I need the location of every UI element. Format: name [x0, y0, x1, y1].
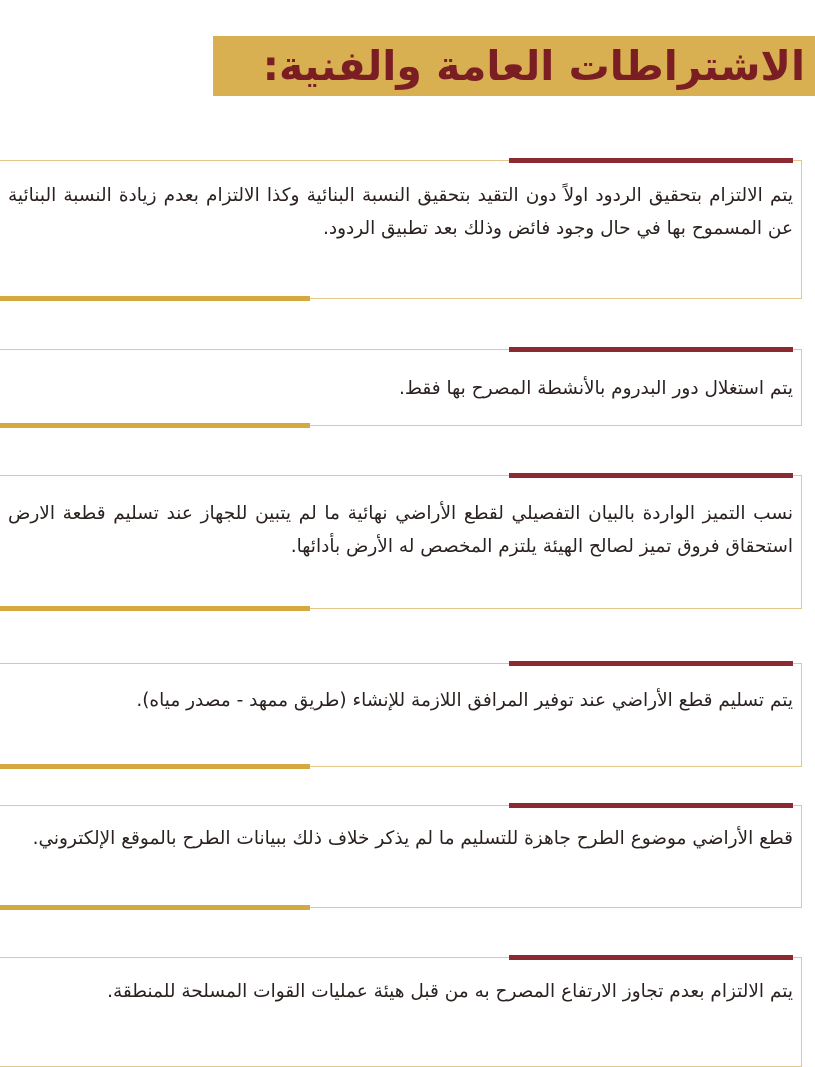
condition-text: قطع الأراضي موضوع الطرح جاهزة للتسليم ما لم يذكر خلاف ذلك ببيانات الطرح بالموقع الإلكتروني. — [32, 828, 793, 849]
card-top-accent — [509, 661, 793, 666]
condition-text: يتم الالتزام بعدم تجاوز الارتفاع المصرح به من قبل هيئة عمليات القوات المسلحة للمنطقة. — [107, 981, 793, 1002]
card-top-accent — [509, 955, 793, 960]
section-title: الاشتراطات العامة والفنية: — [262, 41, 805, 90]
section-title-banner — [213, 36, 815, 96]
card-top-accent — [509, 347, 793, 352]
condition-card-6 — [0, 957, 802, 1067]
condition-card-2 — [0, 349, 802, 426]
card-bottom-accent — [0, 606, 310, 611]
card-bottom-accent — [0, 423, 310, 428]
condition-text: يتم الالتزام بتحقيق الردود اولاً دون التقيد بتحقيق النسبة البنائية وكذا الالتزام بعدم زيادة النسبة البنائية عن المسموح بها في حال وجود فائض وذلك بعد تطبيق الردود. — [8, 185, 793, 239]
card-bottom-accent — [0, 296, 310, 301]
condition-card-4 — [0, 663, 802, 767]
condition-text: نسب التميز الواردة بالبيان التفصيلي لقطع الأراضي نهائية ما لم يتبين للجهاز عند تسليم قطعة الارض استحقاق فروق تميز لصالح الهيئة يلتزم المخصص له الأرض بأدائها. — [8, 503, 793, 557]
card-top-accent — [509, 158, 793, 163]
condition-text: يتم تسليم قطع الأراضي عند توفير المرافق اللازمة للإنشاء (طريق ممهد - مصدر مياه). — [136, 690, 793, 711]
condition-card-3 — [0, 475, 802, 609]
card-bottom-accent — [0, 764, 310, 769]
card-top-accent — [509, 803, 793, 808]
condition-card-5 — [0, 805, 802, 908]
condition-card-1 — [0, 160, 802, 299]
card-bottom-accent — [0, 905, 310, 910]
condition-text: يتم استغلال دور البدروم بالأنشطة المصرح بها فقط. — [398, 378, 793, 399]
card-top-accent — [509, 473, 793, 478]
